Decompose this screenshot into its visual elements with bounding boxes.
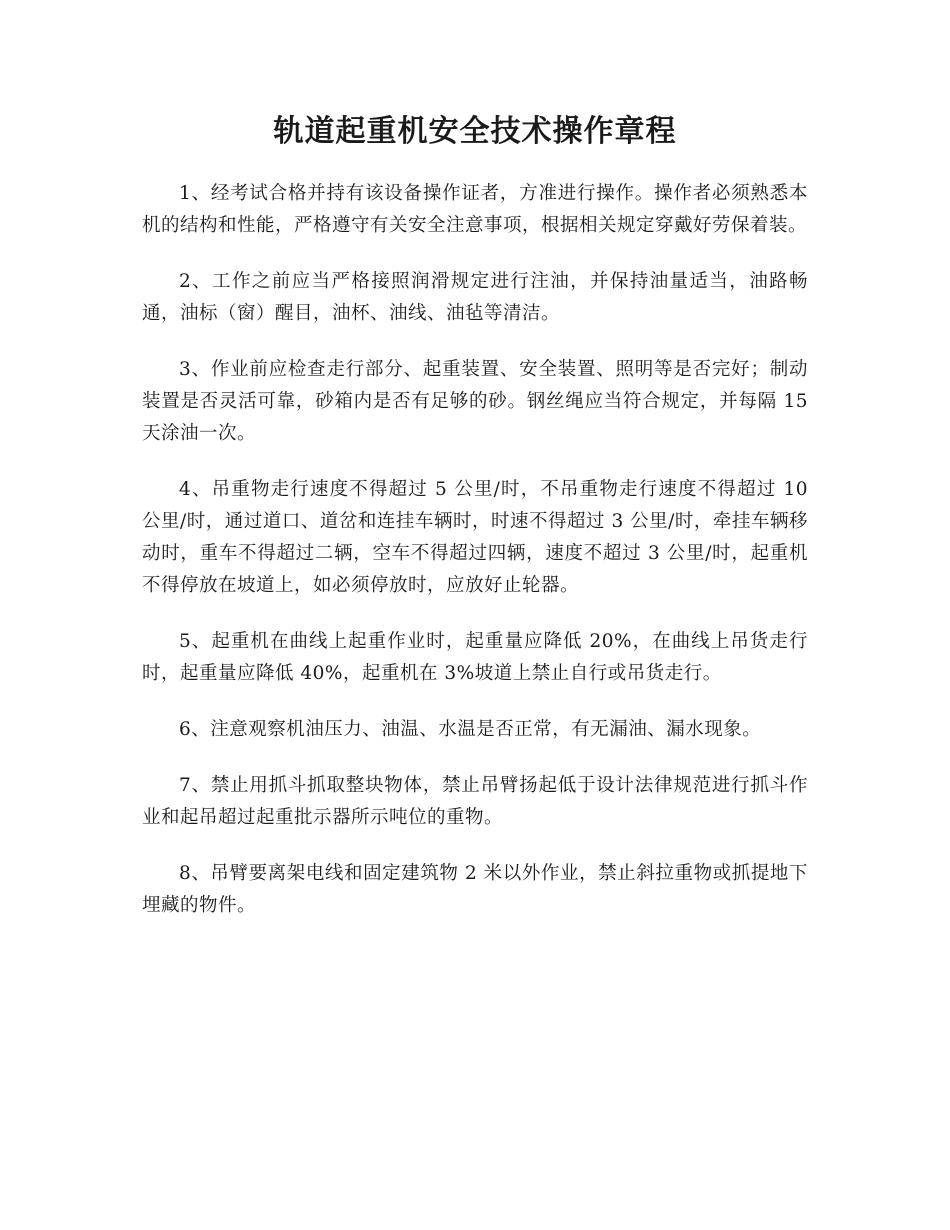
paragraph-5: 5、起重机在曲线上起重作业时，起重量应降低 20%，在曲线上吊货走行时，起重量应降低 40%，起重机在 3%坡道上禁止自行或吊货走行。 (142, 631, 808, 684)
paragraph-6: 6、注意观察机油压力、油温、水温是否正常，有无漏油、漏水现象。 (179, 719, 762, 740)
paragraph-2: 2、工作之前应当严格接照润滑规定进行注油，并保持油量适当，油路畅通，油标（窗）醒目，油杯、油线、油毡等清洁。 (142, 271, 808, 324)
document-body (142, 178, 808, 946)
paragraph-8: 8、吊臂要离架电线和固定建筑物 2 米以外作业，禁止斜拉重物或抓提地下埋藏的物件。 (142, 863, 808, 916)
document-title: 轨道起重机安全技术操作章程 (273, 114, 677, 149)
paragraph-7: 7、禁止用抓斗抓取整块物体，禁止吊臂扬起低于设计法律规范进行抓斗作业和起吊超过起重批示器所示吨位的重物。 (142, 775, 808, 828)
paragraph-3: 3、作业前应检查走行部分、起重装置、安全装置、照明等是否完好；制动装置是否灵活可靠，砂箱内是否有足够的砂。钢丝绳应当符合规定，并每隔 15 天涂油一次。 (142, 359, 808, 444)
paragraph-4: 4、吊重物走行速度不得超过 5 公里/时，不吊重物走行速度不得超过 10 公里/时，通过道口、道岔和连挂车辆时，时速不得超过 3 公里/时，牵挂车辆移动时，重车不得超过二辆，空车不得超过四辆，速度不超过 3 公里/时，起重机不得停放在坡道上，如必须停放时，应放好止轮器。 (142, 479, 808, 596)
paragraph-1: 1、经考试合格并持有该设备操作证者，方准进行操作。操作者必须熟悉本机的结构和性能，严格遵守有关安全注意事项，根据相关规定穿戴好劳保着装。 (142, 183, 808, 236)
